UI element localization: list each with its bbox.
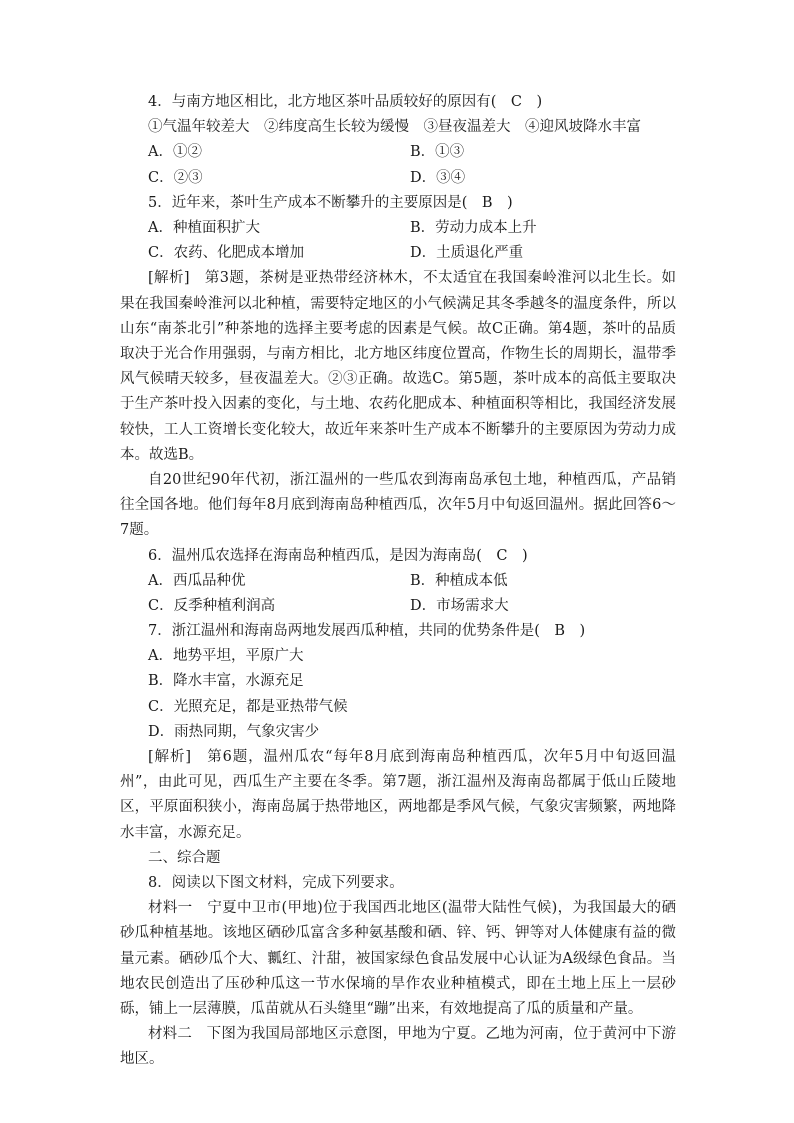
analysis-6-7: [解析] 第6题，温州瓜农“每年8月底到海南岛种植西瓜，次年5月中旬返回温州”，由此可见，西瓜生产主要在冬季。第7题，浙江温州及海南岛都属于低山丘陵地区，平原面积狭小，海南岛属于热带地区，两地都是季风气候，气象灾害频繁，两地降水丰富，水源充足。 xyxy=(120,749,676,841)
option-a: A．①② xyxy=(148,144,202,161)
option-d: D．土质退化严重 xyxy=(410,245,524,262)
section-heading: 二、综合题 xyxy=(148,849,221,866)
option-c: C．光照充足，都是亚热带气候 xyxy=(148,698,348,715)
question-5-stem: 5．近年来，茶叶生产成本不断攀升的主要原因是( B ) xyxy=(148,194,513,211)
option-b: B．降水丰富，水源充足 xyxy=(148,673,304,690)
option-c: C．农药、化肥成本增加 xyxy=(148,245,305,262)
document-page xyxy=(120,90,676,1073)
option-b: B．①③ xyxy=(410,144,465,161)
option-c: C．②③ xyxy=(148,169,203,186)
option-b: B．劳动力成本上升 xyxy=(410,219,537,236)
question-4-options-row-1 xyxy=(120,140,676,165)
question-6-options-row-1 xyxy=(120,569,676,594)
option-d: D．雨热同期，气象灾害少 xyxy=(148,723,320,740)
question-7-stem: 7．浙江温州和海南岛两地发展西瓜种植，共同的优势条件是( B ) xyxy=(148,623,586,640)
material-2: 材料二 下图为我国局部地区示意图，甲地为宁夏。乙地为河南，位于黄河中下游地区。 xyxy=(120,1026,676,1068)
question-4-options-row-2 xyxy=(120,166,676,191)
question-6-stem: 6．温州瓜农选择在海南岛种植西瓜，是因为海南岛( C ) xyxy=(148,547,528,564)
question-4-stem: 4．与南方地区相比，北方地区茶叶品质较好的原因有( C ) xyxy=(148,94,543,110)
question-5-options-row-2 xyxy=(120,241,676,266)
question-8-stem: 8．阅读以下图文材料，完成下列要求。 xyxy=(148,875,404,892)
question-5-options-row-1 xyxy=(120,216,676,241)
option-a: A．种植面积扩大 xyxy=(148,219,260,236)
option-a: A．西瓜品种优 xyxy=(148,572,246,589)
option-b: B．种植成本低 xyxy=(410,572,508,589)
option-a: A．地势平坦，平原广大 xyxy=(148,648,304,665)
option-d: D．市场需求大 xyxy=(410,597,509,614)
option-c: C．反季种植利润高 xyxy=(148,597,276,614)
material-1: 材料一 宁夏中卫市(甲地)位于我国西北地区(温带大陆性气候)，为我国最大的硒砂瓜种植基地。该地区硒砂瓜富含多种氨基酸和硒、锌、钙、钾等对人体健康有益的微量元素。硒砂瓜个大、瓤红、汁甜，被国家绿色食品发展中心认证为A级绿色食品。当地农民创造出了压砂种瓜这一节水保墒的旱作农业种植模式，即在土地上压上一层砂砾，铺上一层薄膜，瓜苗就从石头缝里“蹦”出来，有效地提高了瓜的质量和产量。 xyxy=(120,900,676,1018)
analysis-3-5: [解析] 第3题，茶树是亚热带经济林木，不太适宜在我国秦岭淮河以北生长。如果在我国秦岭淮河以北种植，需要特定地区的小气候满足其冬季越冬的温度条件，所以山东“南茶北引”种茶地的选择主要考虑的因素是气候。故C正确。第4题，茶叶的品质取决于光合作用强弱，与南方相比，北方地区纬度位置高，作物生长的周期长，温带季风气候晴天较多，昼夜温差大。②③正确。故选C。第5题，茶叶成本的高低主要取决于生产茶叶投入因素的变化，与土地、农药化肥成本、种植面积等相比，我国经济发展较快，工人工资增长变化较大，故近年来茶叶生产成本不断攀升的主要原因为劳动力成本。故选B。 xyxy=(120,270,676,463)
option-d: D．③④ xyxy=(410,169,466,186)
question-6-options-row-2 xyxy=(120,594,676,619)
intro-6-7: 自20世纪90年代初，浙江温州的一些瓜农到海南岛承包土地，种植西瓜，产品销往全国各地。他们每年8月底到海南岛种植西瓜，次年5月中旬返回温州。据此回答6～7题。 xyxy=(120,471,676,539)
question-4-items: ①气温年较差大 ②纬度高生长较为缓慢 ③昼夜温差大 ④迎风坡降水丰富 xyxy=(148,119,641,136)
